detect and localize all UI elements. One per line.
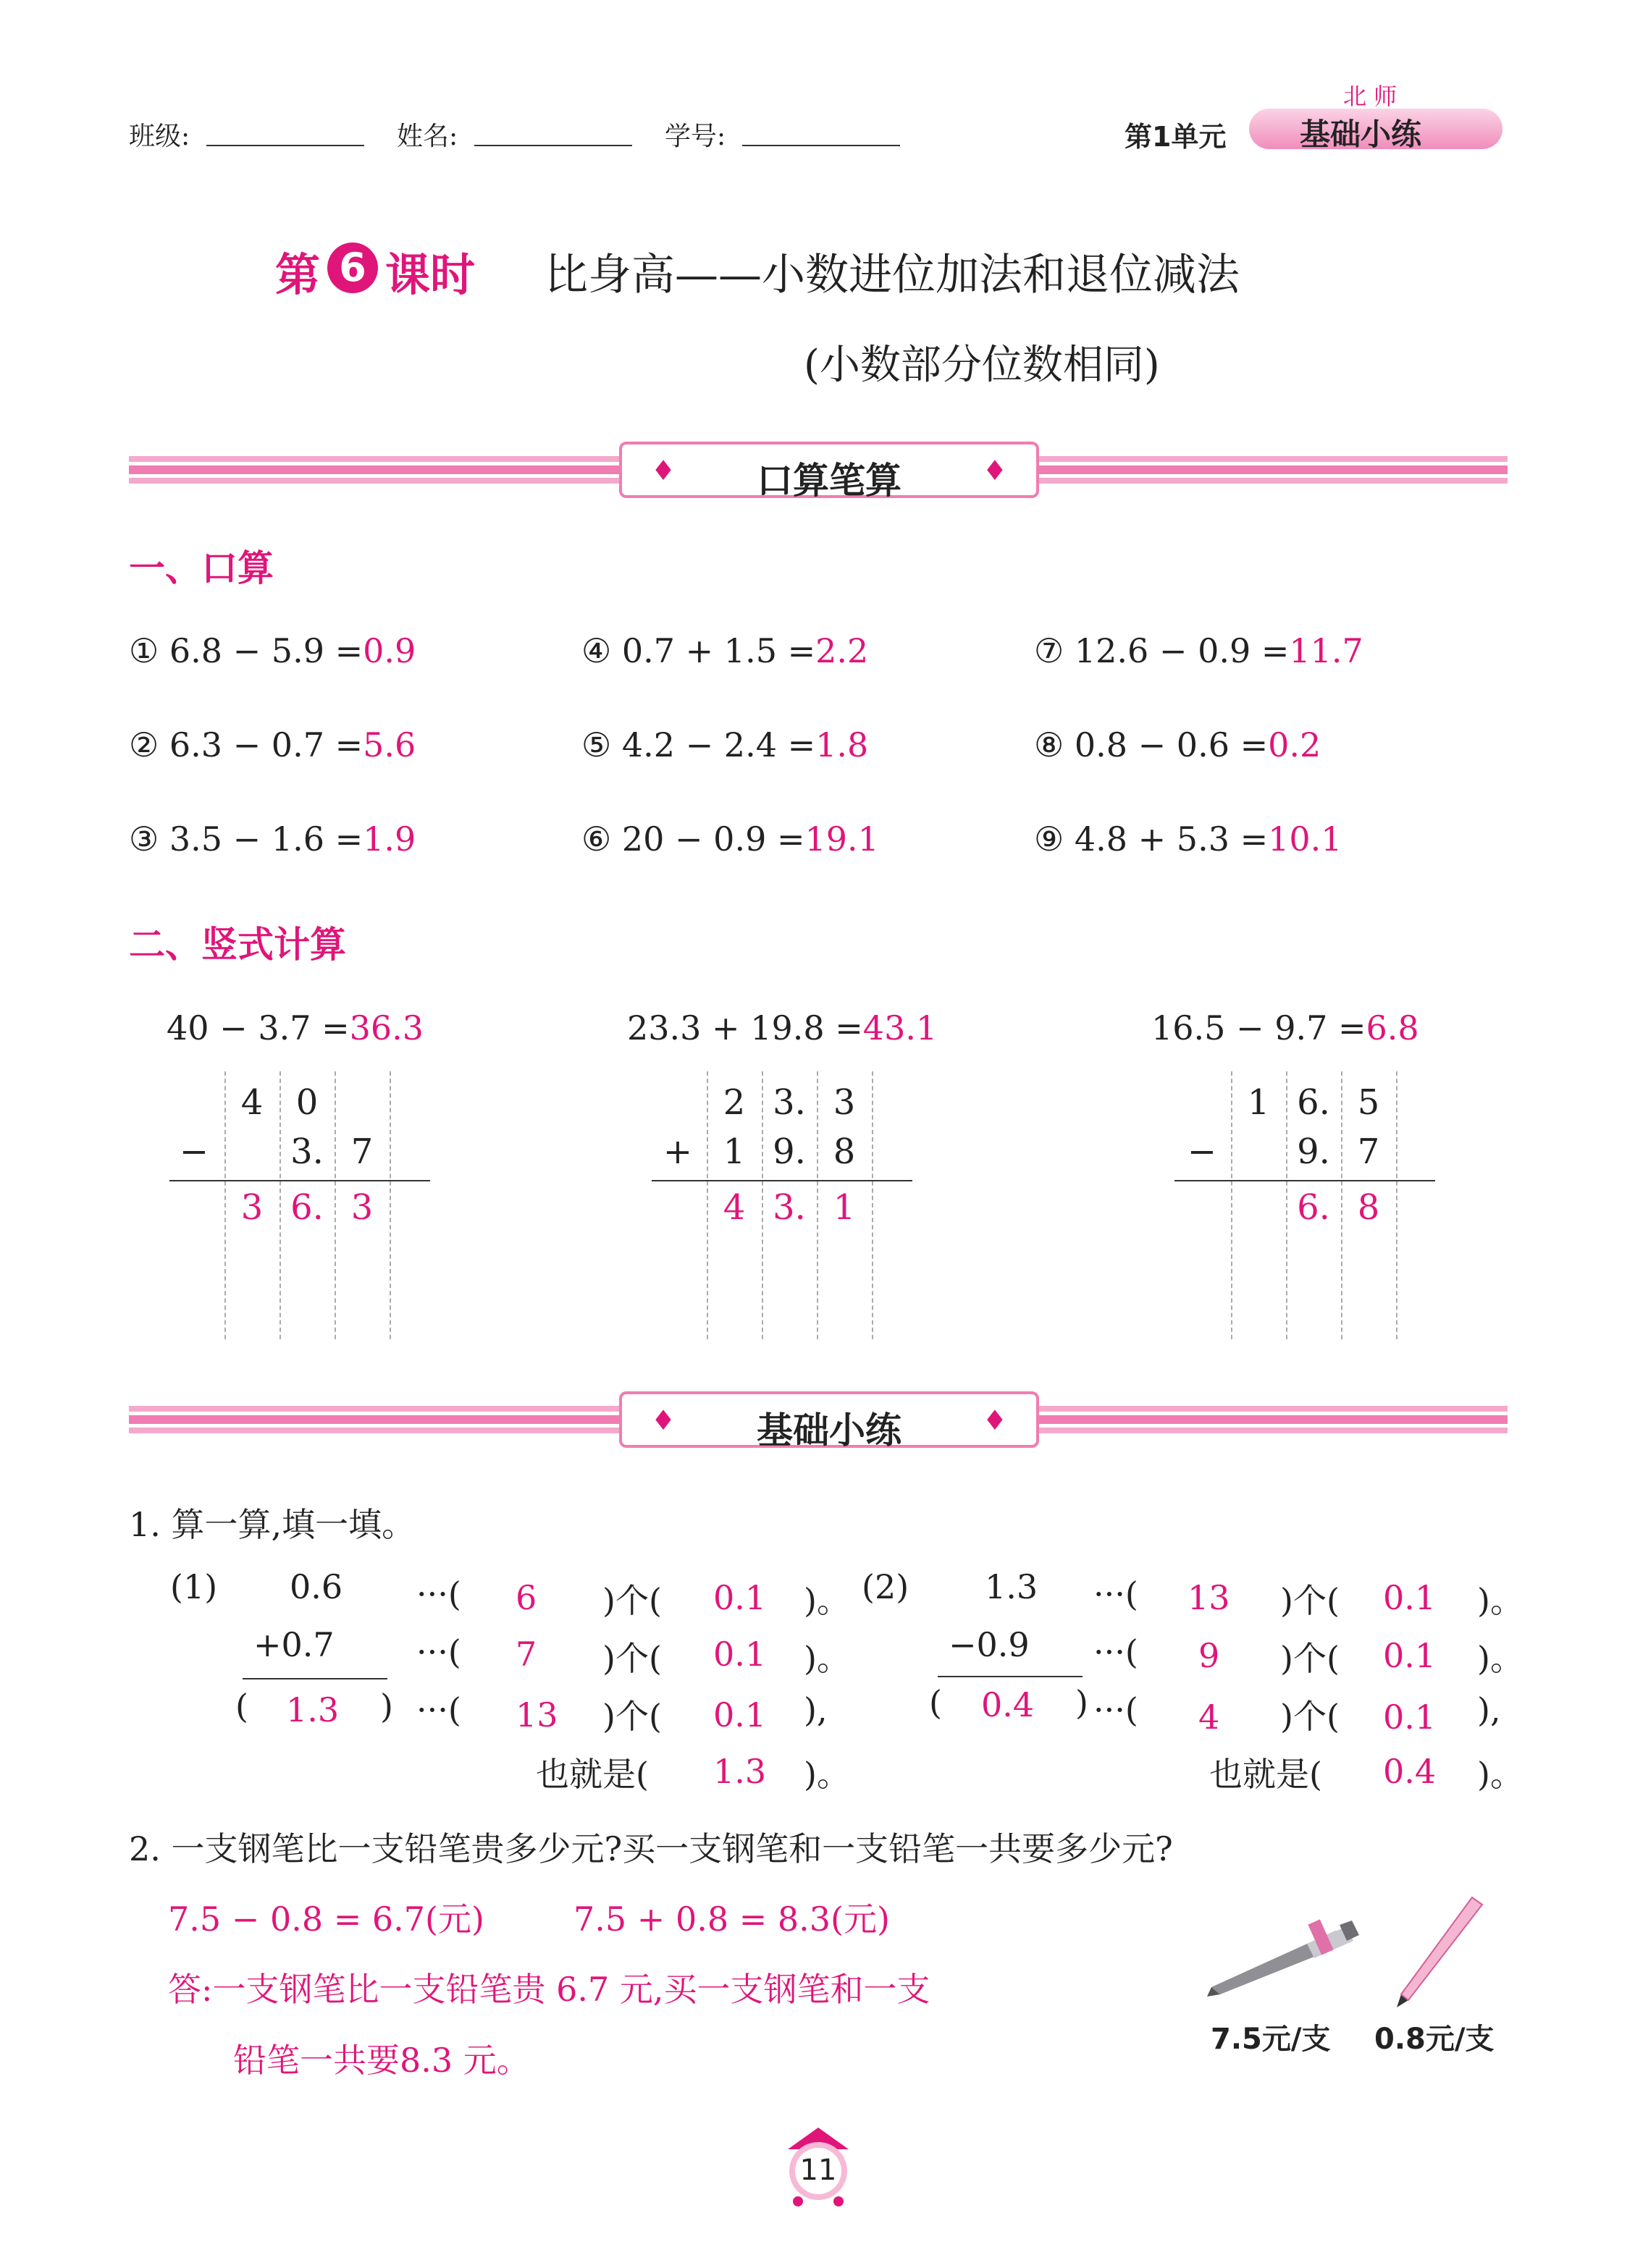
pen-price: 7.5元/支: [1211, 2023, 1331, 2056]
question-1-title: 1. 算一算,填一填。: [129, 1505, 416, 1544]
diamond-icon: ♦: [651, 455, 676, 486]
diamond-icon: ♦: [651, 1404, 676, 1436]
operator-sign: +: [663, 1131, 693, 1172]
operator-sign: −: [179, 1131, 209, 1172]
pen-icon: [1207, 1919, 1359, 1997]
section-header-1-label: 口算笔算: [757, 460, 901, 502]
oral-item-5: ⑤ 4.2 − 2.4 =1.8: [581, 725, 869, 764]
q1-part2-mid: −0.9: [949, 1625, 1030, 1664]
oral-item-6: ⑥ 20 − 0.9 =19.1: [581, 819, 879, 859]
q1-part1-also-value: 1.3: [713, 1752, 767, 1791]
q1-part1-mid: +0.7: [253, 1625, 335, 1664]
q1-part2-also-value: 0.4: [1383, 1752, 1437, 1791]
q1-part1-row1-unit: 0.1: [713, 1578, 767, 1617]
operator-sign: −: [1187, 1131, 1217, 1172]
diamond-icon: ♦: [982, 455, 1007, 486]
q1-part1-top: 0.6: [290, 1567, 343, 1606]
lesson-title: 比身高——小数进位加法和退位减法: [545, 250, 1240, 300]
q1-part2-row2-count: 9: [1198, 1636, 1220, 1675]
q1-part2-also-label: 也就是(: [1209, 1755, 1322, 1794]
unit-label: 第1单元: [1125, 121, 1227, 153]
q1-part2-top: 1.3: [985, 1567, 1038, 1606]
q1-part2-result: 0.4: [981, 1685, 1035, 1724]
pencil-icon: [1397, 1897, 1482, 2007]
q1-part1-label: (1): [170, 1567, 218, 1606]
section-1-title: 一、口算: [129, 547, 274, 589]
pen-and-pencil-illustration: [1198, 1893, 1502, 2016]
q2-answer-line-1: 答:一支钢笔比一支铅笔贵 6.7 元,买一支钢笔和一支: [168, 1970, 930, 2009]
badge-top: 北 师: [1343, 83, 1397, 110]
q1-part2-row1-unit: 0.1: [1383, 1578, 1437, 1617]
q1-part1-row1-count: 6: [516, 1578, 537, 1617]
vertical-problem-3-expr: 16.5 − 9.7 =6.8: [1151, 1008, 1419, 1047]
q1-part2-row3-count: 4: [1198, 1698, 1220, 1737]
oral-item-7: ⑦ 12.6 − 0.9 =11.7: [1034, 631, 1363, 670]
lesson-prefix: 第: [275, 248, 321, 301]
section-2-title: 二、竖式计算: [129, 924, 346, 966]
badge-main: 基础小练: [1300, 117, 1422, 152]
q1-part1-row2-unit: 0.1: [713, 1635, 767, 1674]
question-2-title: 2. 一支钢笔比一支铅笔贵多少元?买一支钢笔和一支铅笔一共要多少元?: [129, 1829, 1173, 1868]
oral-item-2: ② 6.3 − 0.7 =5.6: [129, 725, 416, 764]
q1-part1-row2-count: 7: [516, 1635, 537, 1674]
lesson-number-circle: 6: [327, 243, 378, 293]
section-header-2-label: 基础小练: [757, 1409, 901, 1451]
section-header-1: [619, 442, 1039, 502]
lesson-suffix: 课时: [385, 248, 476, 301]
name-label: 姓名:: [397, 122, 458, 151]
oral-item-8: ⑧ 0.8 − 0.6 =0.2: [1034, 725, 1321, 764]
q1-part1-result: 1.3: [286, 1690, 340, 1729]
q2-calc-2: 7.5 + 0.8 = 8.3(元): [573, 1900, 890, 1939]
q2-answer-line-2: 铅笔一共要8.3 元。: [233, 2041, 530, 2080]
q1-part2-row3-unit: 0.1: [1383, 1698, 1437, 1737]
oral-item-9: ⑨ 4.8 + 5.3 =10.1: [1034, 819, 1342, 859]
q2-calc-1: 7.5 − 0.8 = 6.7(元): [168, 1900, 484, 1939]
q1-part1-also-label: 也就是(: [536, 1755, 649, 1794]
pencil-price: 0.8元/支: [1374, 2023, 1495, 2056]
section-header-2: [619, 1391, 1039, 1451]
name-blank[interactable]: [474, 145, 632, 146]
vertical-problem-2-expr: 23.3 + 19.8 =43.1: [627, 1008, 938, 1047]
vertical-problem-1-expr: 40 − 3.7 =36.3: [167, 1008, 424, 1047]
lesson-subtitle: (小数部分位数相同): [804, 342, 1160, 389]
q1-part2-label: (2): [862, 1567, 909, 1606]
diamond-icon: ♦: [982, 1404, 1007, 1436]
id-label: 学号:: [665, 122, 726, 151]
q1-part1-row3-unit: 0.1: [713, 1695, 767, 1734]
class-label: 班级:: [129, 122, 190, 151]
class-blank[interactable]: [206, 145, 364, 146]
q1-part2-row1-count: 13: [1188, 1578, 1230, 1617]
oral-item-4: ④ 0.7 + 1.5 =2.2: [581, 631, 869, 670]
q1-part1-row3-count: 13: [516, 1695, 558, 1734]
q1-part2-row2-unit: 0.1: [1383, 1636, 1437, 1675]
id-blank[interactable]: [742, 145, 900, 146]
oral-item-3: ③ 3.5 − 1.6 =1.9: [129, 819, 416, 859]
page-number: 11: [799, 2154, 837, 2187]
oral-item-1: ① 6.8 − 5.9 =0.9: [129, 631, 416, 670]
